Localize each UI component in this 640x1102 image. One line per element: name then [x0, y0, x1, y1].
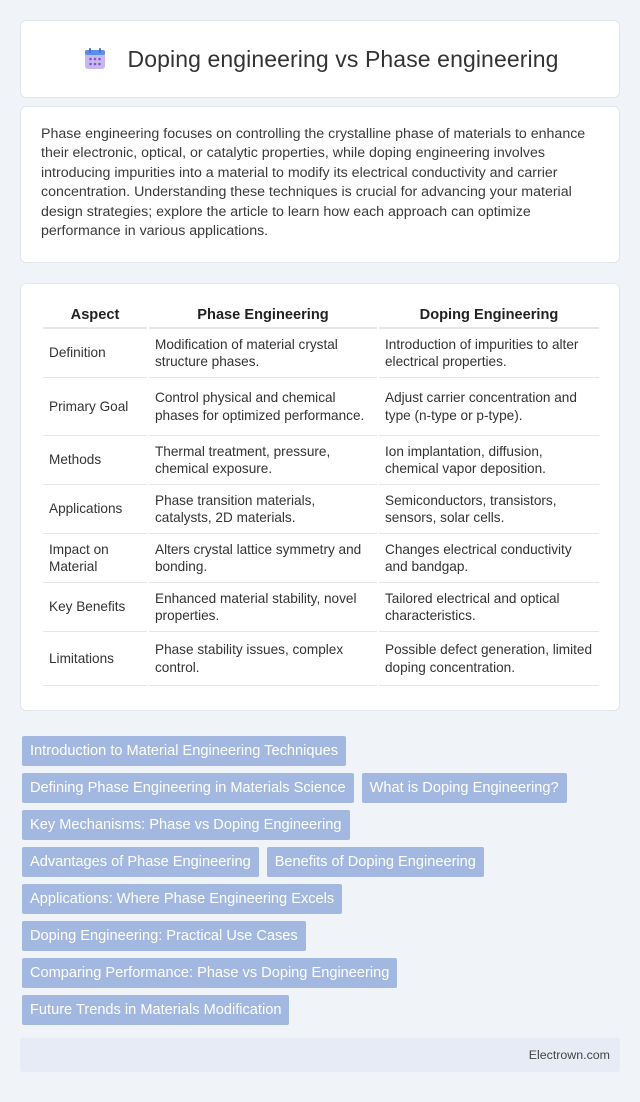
- cell-phase: Phase stability issues, complex control.: [149, 632, 377, 686]
- cell-doping: Semiconductors, transistors, sensors, solar cells.: [379, 485, 599, 534]
- table-row: [43, 378, 599, 436]
- cell-aspect: Impact on Material: [43, 534, 147, 583]
- comparison-table: [41, 305, 601, 686]
- cell-doping: Introduction of impurities to alter electrical properties.: [379, 329, 599, 378]
- header-aspect: Aspect: [43, 305, 147, 329]
- header-phase: Phase Engineering: [149, 305, 377, 329]
- tag-link[interactable]: Future Trends in Materials Modification: [22, 995, 289, 1025]
- table-row: [43, 436, 599, 485]
- calendar-grid-icon: [82, 46, 108, 72]
- table-row: [43, 583, 599, 632]
- cell-phase: Alters crystal lattice symmetry and bonding.: [149, 534, 377, 583]
- tag-link[interactable]: Comparing Performance: Phase vs Doping Engineering: [22, 958, 397, 988]
- cell-phase: Thermal treatment, pressure, chemical exposure.: [149, 436, 377, 485]
- table-row: [43, 329, 599, 378]
- table-row: [43, 534, 599, 583]
- header-doping: Doping Engineering: [379, 305, 599, 329]
- intro-text: Phase engineering focuses on controlling the crystalline phase of materials to enhance their electronic, optical, or catalytic properties, while doping engineering involves introducing impurities into a material to modify its electrical conductivity and carrier concentration. Understanding these techniques is crucial for advancing your material design strategies; explore the article to learn how each approach can optimize performance in various applications.: [41, 126, 586, 240]
- cell-doping: Adjust carrier concentration and type (n-type or p-type).: [379, 378, 599, 436]
- table-row: [43, 485, 599, 534]
- footer: [20, 1038, 620, 1072]
- cell-aspect: Primary Goal: [43, 378, 147, 436]
- cell-aspect: Key Benefits: [43, 583, 147, 632]
- cell-phase: Control physical and chemical phases for optimized performance.: [149, 378, 377, 436]
- cell-aspect: Limitations: [43, 632, 147, 686]
- cell-phase: Modification of material crystal structure phases.: [149, 329, 377, 378]
- cell-aspect: Methods: [43, 436, 147, 485]
- cell-doping: Tailored electrical and optical characteristics.: [379, 583, 599, 632]
- cell-doping: Possible defect generation, limited doping concentration.: [379, 632, 599, 686]
- title-card: [20, 20, 620, 98]
- tag-link[interactable]: Key Mechanisms: Phase vs Doping Engineering: [22, 810, 350, 840]
- tag-link[interactable]: Doping Engineering: Practical Use Cases: [22, 921, 306, 951]
- tag-link[interactable]: Defining Phase Engineering in Materials Science: [22, 773, 354, 803]
- cell-aspect: Applications: [43, 485, 147, 534]
- comparison-table-card: [20, 283, 620, 711]
- cell-doping: Ion implantation, diffusion, chemical vapor deposition.: [379, 436, 599, 485]
- table-header-row: [43, 305, 599, 329]
- page-title: Doping engineering vs Phase engineering: [127, 45, 559, 72]
- tag-link[interactable]: Benefits of Doping Engineering: [267, 847, 484, 877]
- topic-tags: [22, 736, 622, 1032]
- cell-doping: Changes electrical conductivity and bandgap.: [379, 534, 599, 583]
- tag-link[interactable]: Advantages of Phase Engineering: [22, 847, 259, 877]
- tag-link[interactable]: Introduction to Material Engineering Techniques: [22, 736, 346, 766]
- intro-card: [20, 106, 620, 263]
- cell-phase: Phase transition materials, catalysts, 2D materials.: [149, 485, 377, 534]
- cell-aspect: Definition: [43, 329, 147, 378]
- cell-phase: Enhanced material stability, novel properties.: [149, 583, 377, 632]
- footer-brand[interactable]: Electrown.com: [528, 1048, 610, 1062]
- table-row: [43, 632, 599, 686]
- tag-link[interactable]: What is Doping Engineering?: [362, 773, 567, 803]
- tag-link[interactable]: Applications: Where Phase Engineering Excels: [22, 884, 342, 914]
